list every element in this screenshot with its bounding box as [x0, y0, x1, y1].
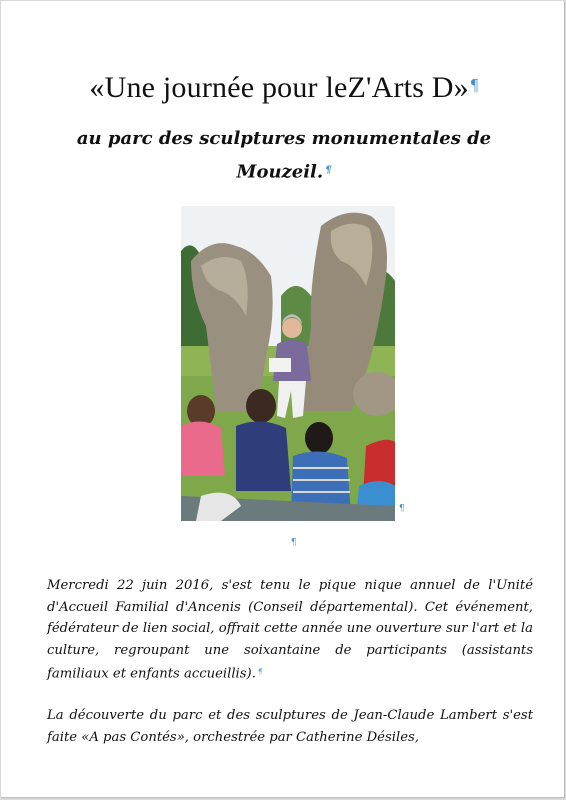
body-paragraph: [47, 705, 533, 748]
document-title: [1, 71, 565, 105]
paragraph-text: Mercredi 22 juin 2016, s'est tenu le pique nique annuel de l'Unité d'Accueil Familial d'Ancenis (Conseil départemental). Cet événement, fédérateur de lien social, offrait cette année une ouverture sur l'art et la culture, regroupant une soixantaine de participants (assistants familiaux et enfants accueillis).: [47, 578, 533, 682]
sculpture-park-photo: [181, 206, 395, 521]
paragraph-mark-icon: ¶: [399, 504, 405, 514]
document-page: [1, 1, 565, 798]
paragraph-mark-icon: ¶: [257, 667, 263, 676]
subtitle-text: au parc des sculptures monumentales de Mouzeil.: [76, 128, 492, 183]
paragraph-mark-icon: ¶: [470, 74, 479, 94]
body-paragraph: [47, 575, 533, 685]
document-subtitle: [61, 123, 507, 188]
paragraph-mark-icon: ¶: [325, 165, 332, 176]
paragraph-text: La découverte du parc et des sculptures de Jean-Claude Lambert s'est faite «A pas Contés», orchestrée par Catherine Désiles,: [47, 708, 533, 745]
title-text: «Une journée pour leZ'Arts D»: [89, 71, 469, 104]
paragraph-mark-icon: ¶: [291, 538, 297, 548]
